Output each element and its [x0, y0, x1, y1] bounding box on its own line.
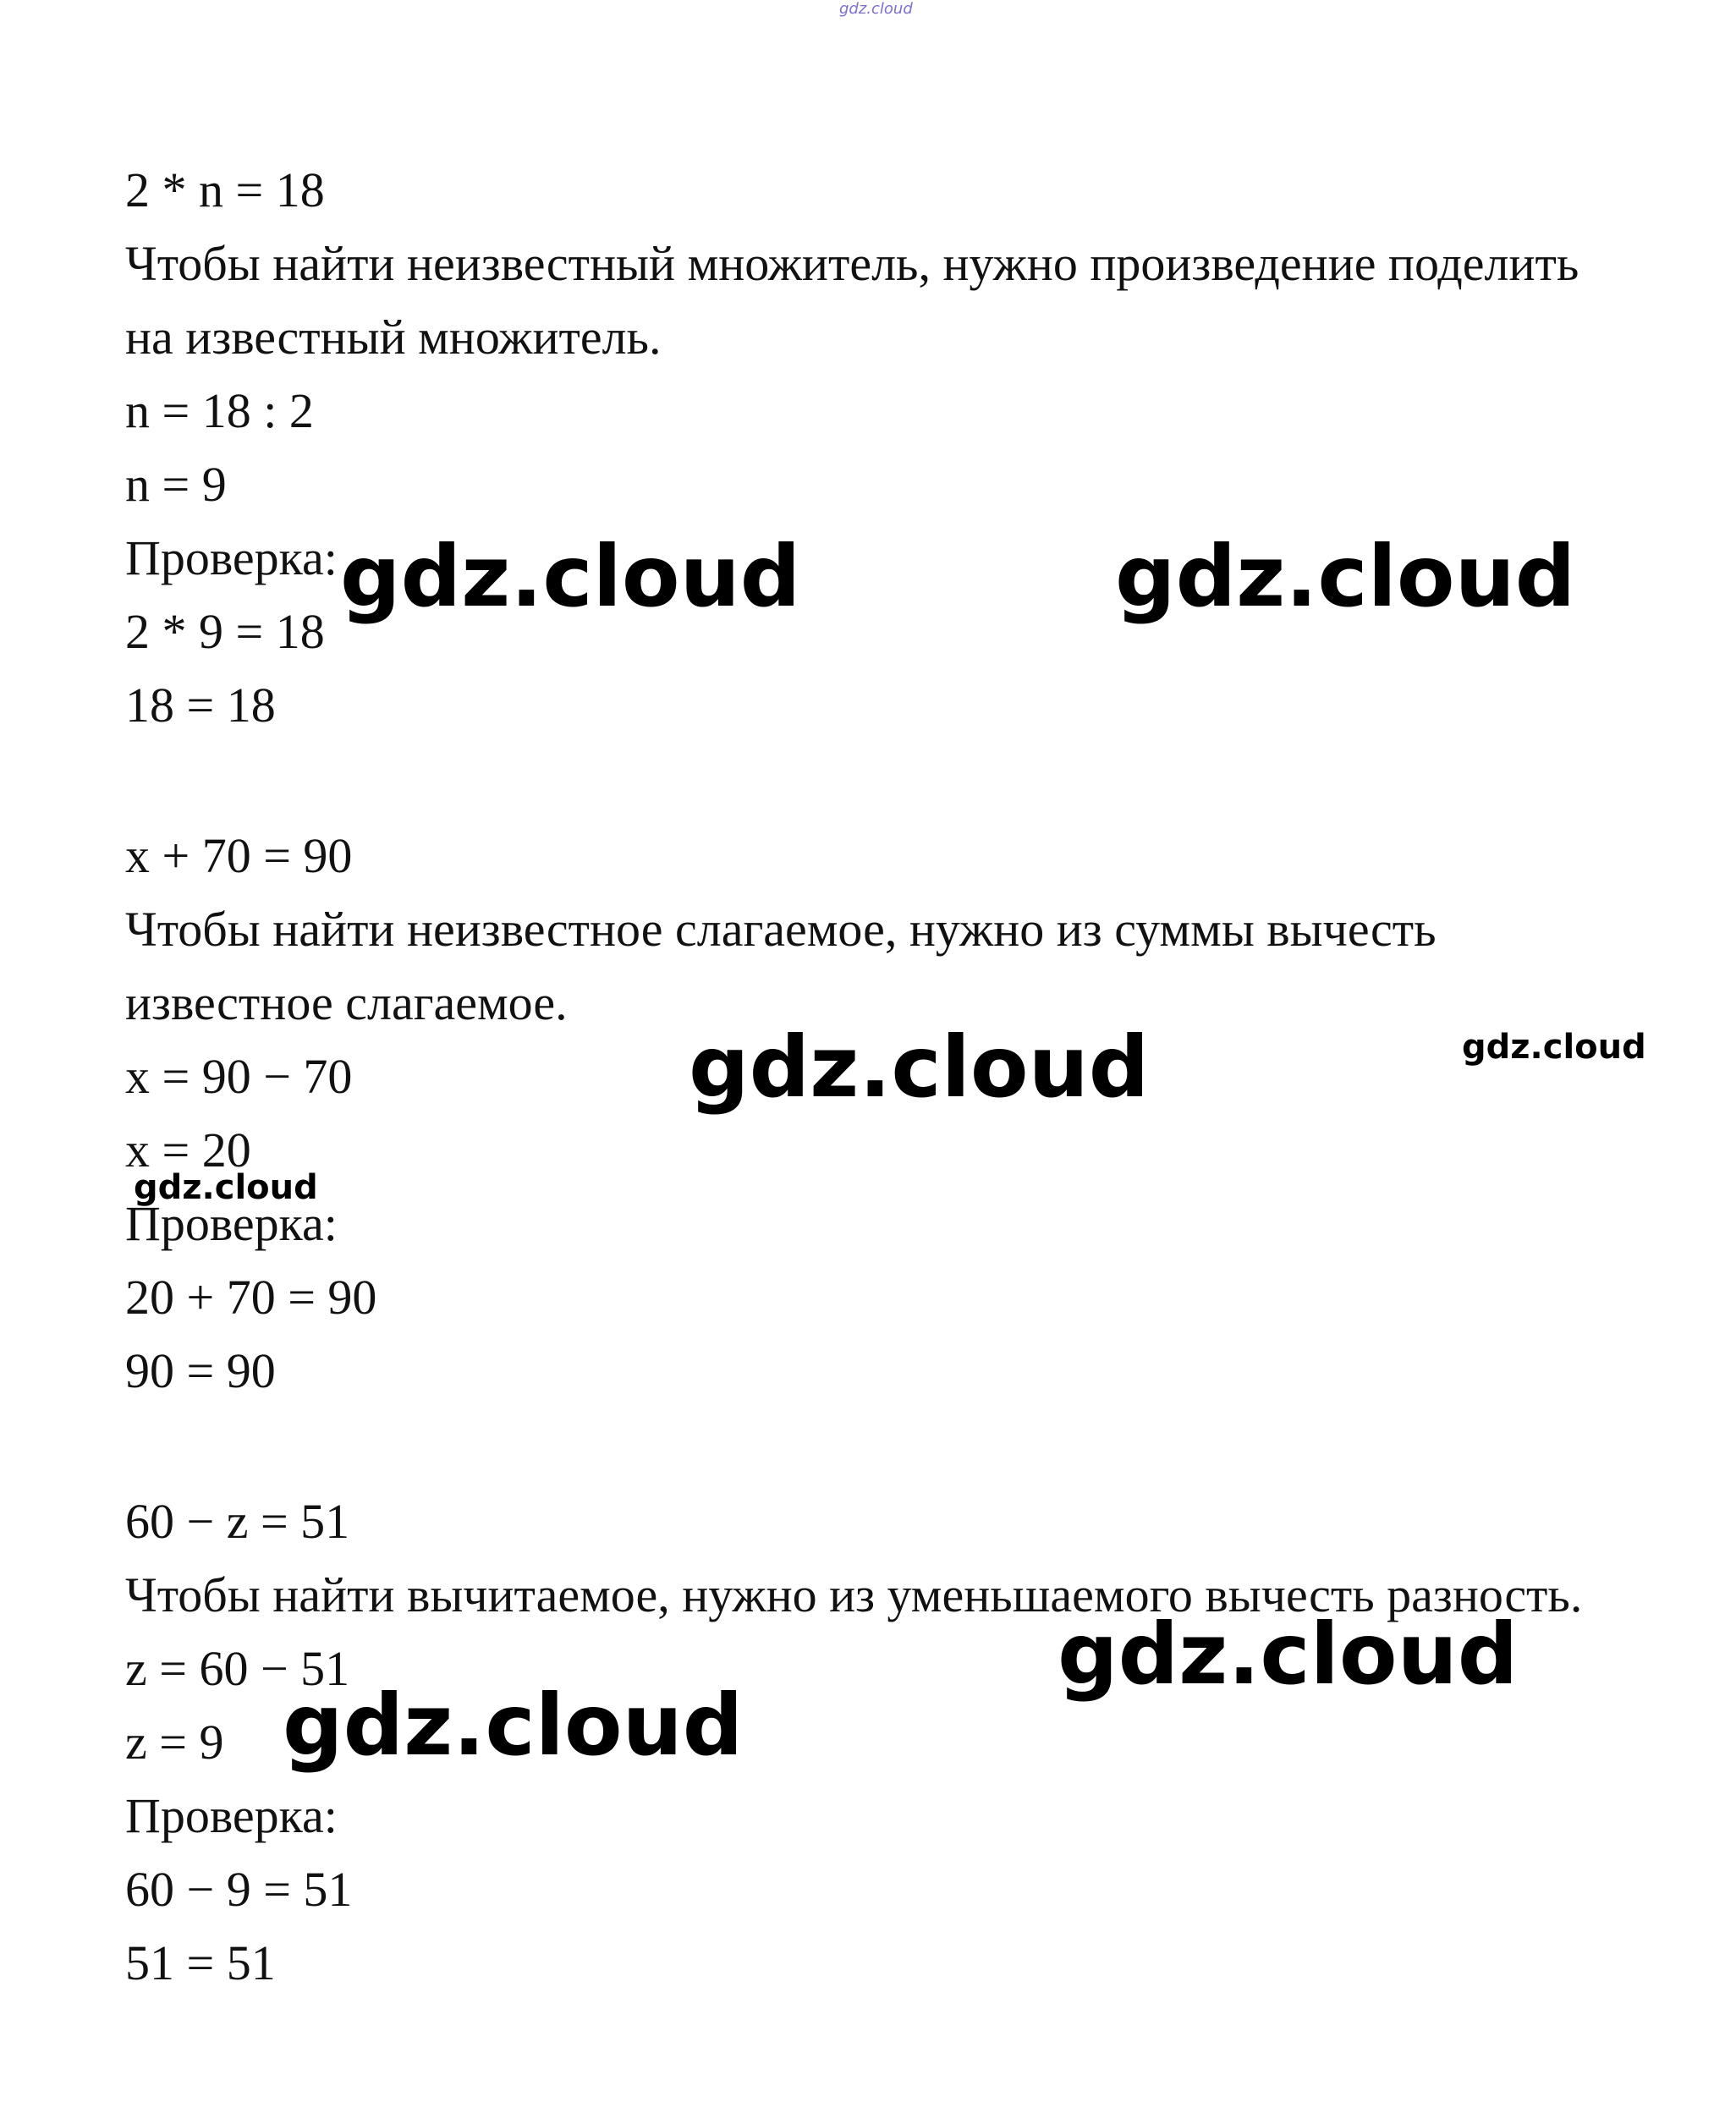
watermark-7: gdz.cloud [283, 1676, 744, 1775]
equation-3: 60 − z = 51 [125, 1494, 350, 1549]
check-2-2: 90 = 90 [125, 1343, 276, 1398]
check-1-2: 18 = 18 [125, 678, 276, 733]
check-label-1: Проверка: [125, 530, 338, 585]
check-3-2: 51 = 51 [125, 1935, 276, 1990]
watermark-5: gdz.cloud [134, 1168, 318, 1207]
step-1-1: n = 18 : 2 [125, 383, 314, 438]
step-3-2: z = 9 [125, 1715, 224, 1770]
watermark-4: gdz.cloud [1462, 1028, 1646, 1067]
rule-1-line-2: на известный множитель. [125, 310, 662, 365]
equation-2: x + 70 = 90 [125, 828, 353, 883]
rule-3-line-1: Чтобы найти вычитаемое, нужно из уменьшаемого вычесть разность. [125, 1567, 1583, 1622]
step-1-2: n = 9 [125, 457, 227, 512]
watermark-2: gdz.cloud [1115, 527, 1576, 626]
watermark-1: gdz.cloud [340, 527, 801, 626]
step-2-2: x = 20 [125, 1122, 251, 1177]
watermark-6: gdz.cloud [1058, 1605, 1519, 1704]
rule-1-line-1: Чтобы найти неизвестный множитель, нужно произведение поделить [125, 236, 1579, 291]
check-label-3: Проверка: [125, 1788, 338, 1843]
top-watermark: gdz.cloud [839, 0, 913, 18]
rule-2-line-2: известное слагаемое. [125, 975, 568, 1030]
check-label-2: Проверка: [125, 1196, 338, 1251]
watermark-3: gdz.cloud [689, 1018, 1150, 1117]
equation-1: 2 * n = 18 [125, 162, 325, 217]
step-3-1: z = 60 − 51 [125, 1641, 350, 1696]
rule-2-line-1: Чтобы найти неизвестное слагаемое, нужно из суммы вычесть [125, 902, 1437, 957]
check-3-1: 60 − 9 = 51 [125, 1862, 353, 1917]
check-1-1: 2 * 9 = 18 [125, 604, 325, 659]
check-2-1: 20 + 70 = 90 [125, 1270, 377, 1325]
step-2-1: x = 90 − 70 [125, 1049, 353, 1104]
